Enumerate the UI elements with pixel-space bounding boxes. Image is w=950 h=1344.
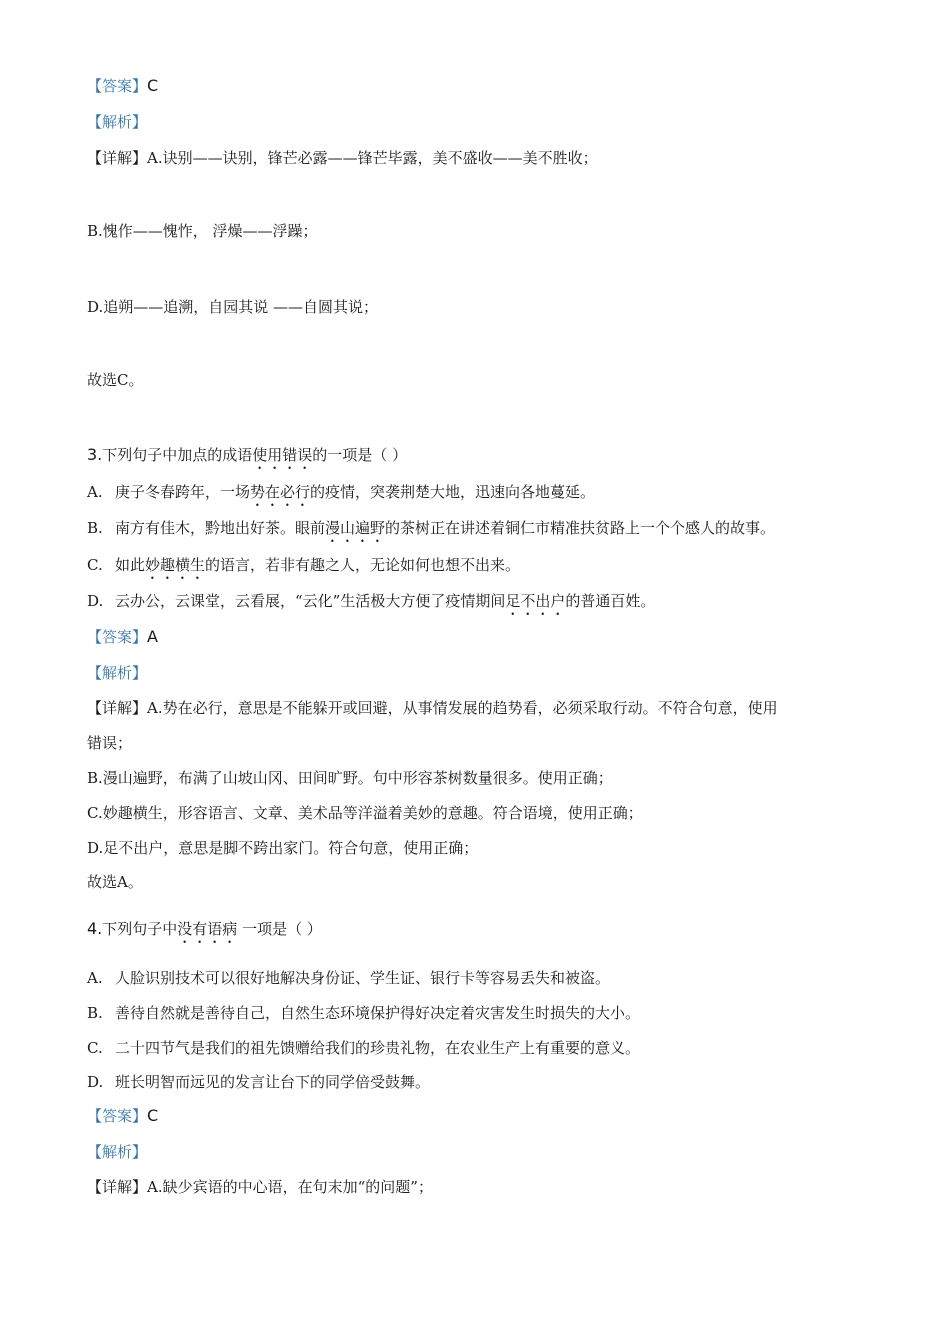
option-label: C.: [87, 556, 103, 574]
answer-tag: 【答案】: [87, 1107, 148, 1125]
answer-line-4: [87, 1106, 158, 1126]
option-label: A.: [87, 483, 103, 501]
conclusion-2: 故选C。: [87, 371, 144, 389]
option-a: A. 庚子冬春跨年，一场势在必行的疫情，突袭荆楚大地，迅速向各地蔓延。: [87, 483, 596, 501]
answer-value: A: [147, 627, 158, 646]
answer-line-2: [87, 76, 158, 96]
answer-value: C: [147, 1106, 159, 1125]
option-c: C. 二十四节气是我们的祖先馈赠给我们的珍贵礼物，在农业生产上有重要的意义。: [87, 1039, 641, 1057]
option-b: B. 善待自然就是善待自己，自然生态环境保护得好决定着灾害发生时损失的大小。: [87, 1004, 641, 1022]
conclusion-3: 故选A。: [87, 873, 143, 891]
answer-value: C: [147, 76, 159, 95]
detail-text: A.势在必行，意思是不能躲开或回避，从事情发展的趋势看，必须采取行动。不符合句意，使用: [147, 699, 778, 717]
detail-b-line-2: B.愧作——愧怍， 浮燥——浮躁；: [87, 222, 318, 240]
option-label: D.: [87, 1073, 104, 1091]
detail-c-line-3: C.妙趣横生，形容语言、文章、美术品等洋溢着美妙的意趣。符合语境，使用正确；: [87, 804, 643, 822]
idiom-dotted: 势在必行: [250, 483, 311, 501]
question-number: 4.: [87, 919, 103, 938]
option-c: C. 如此妙趣横生的语言，若非有趣之人，无论如何也想不出来。: [87, 556, 521, 574]
detail-a-line-2: [87, 148, 598, 168]
option-d: D. 云办公，云课堂，云看展，“云化”生活极大方便了疫情期间足不出户的普通百姓。: [87, 592, 656, 610]
analysis-tag: 【解析】: [87, 1143, 148, 1161]
option-label: A.: [87, 969, 103, 987]
idiom-dotted: 漫山遍野: [325, 519, 386, 537]
emphasis-text: 使用错误: [252, 446, 313, 464]
detail-b-line-3: B.漫山遍野，布满了山坡山冈、田间旷野。句中形容茶树数量很多。使用正确；: [87, 769, 613, 787]
detail-d-line-2: D.追朔——追溯，自园其说 ——自圆其说；: [87, 298, 379, 316]
question-3-stem: 3.下列句子中加点的成语使用错误的一项是（ ）: [87, 445, 408, 464]
detail-a-line-3: [87, 698, 778, 718]
idiom-dotted: 足不出户: [505, 592, 566, 610]
option-label: D.: [87, 592, 104, 610]
detail-a-line-4: [87, 1177, 433, 1197]
detail-tag: 【详解】: [87, 149, 148, 167]
detail-text: A.缺少宾语的中心语，在句末加“的问题”；: [147, 1178, 433, 1196]
detail-d-line-3: D.足不出户，意思是脚不跨出家门。符合句意，使用正确；: [87, 839, 479, 857]
detail-text: A.诀别——诀别，锋芒必露——锋芒毕露，美不盛收——美不胜收；: [147, 149, 598, 167]
option-label: C.: [87, 1039, 103, 1057]
analysis-line-4: [87, 1142, 147, 1162]
detail-a-cont-3: 错误；: [87, 734, 133, 752]
analysis-tag: 【解析】: [87, 664, 148, 682]
option-d: D. 班长明智而远见的发言让台下的同学倍受鼓舞。: [87, 1073, 431, 1091]
analysis-tag: 【解析】: [87, 113, 148, 131]
option-label: B.: [87, 1004, 103, 1022]
question-4-stem: 4.下列句子中没有语病 一项是（ ）: [87, 919, 322, 938]
answer-tag: 【答案】: [87, 77, 148, 95]
detail-tag: 【详解】: [87, 1178, 148, 1196]
option-b: B. 南方有佳木，黔地出好茶。眼前漫山遍野的茶树正在讲述着铜仁市精准扶贫路上一个个感人的故事。: [87, 519, 776, 537]
answer-tag: 【答案】: [87, 628, 148, 646]
option-a: A. 人脸识别技术可以很好地解决身份证、学生证、银行卡等容易丢失和被盗。: [87, 969, 611, 987]
analysis-line-3: [87, 663, 147, 683]
idiom-dotted: 妙趣横生: [145, 556, 206, 574]
answer-line-3: [87, 627, 158, 647]
analysis-line-2: [87, 112, 147, 132]
option-label: B.: [87, 519, 103, 537]
question-number: 3.: [87, 445, 103, 464]
detail-tag: 【详解】: [87, 699, 148, 717]
emphasis-text: 没有语病: [177, 920, 238, 938]
